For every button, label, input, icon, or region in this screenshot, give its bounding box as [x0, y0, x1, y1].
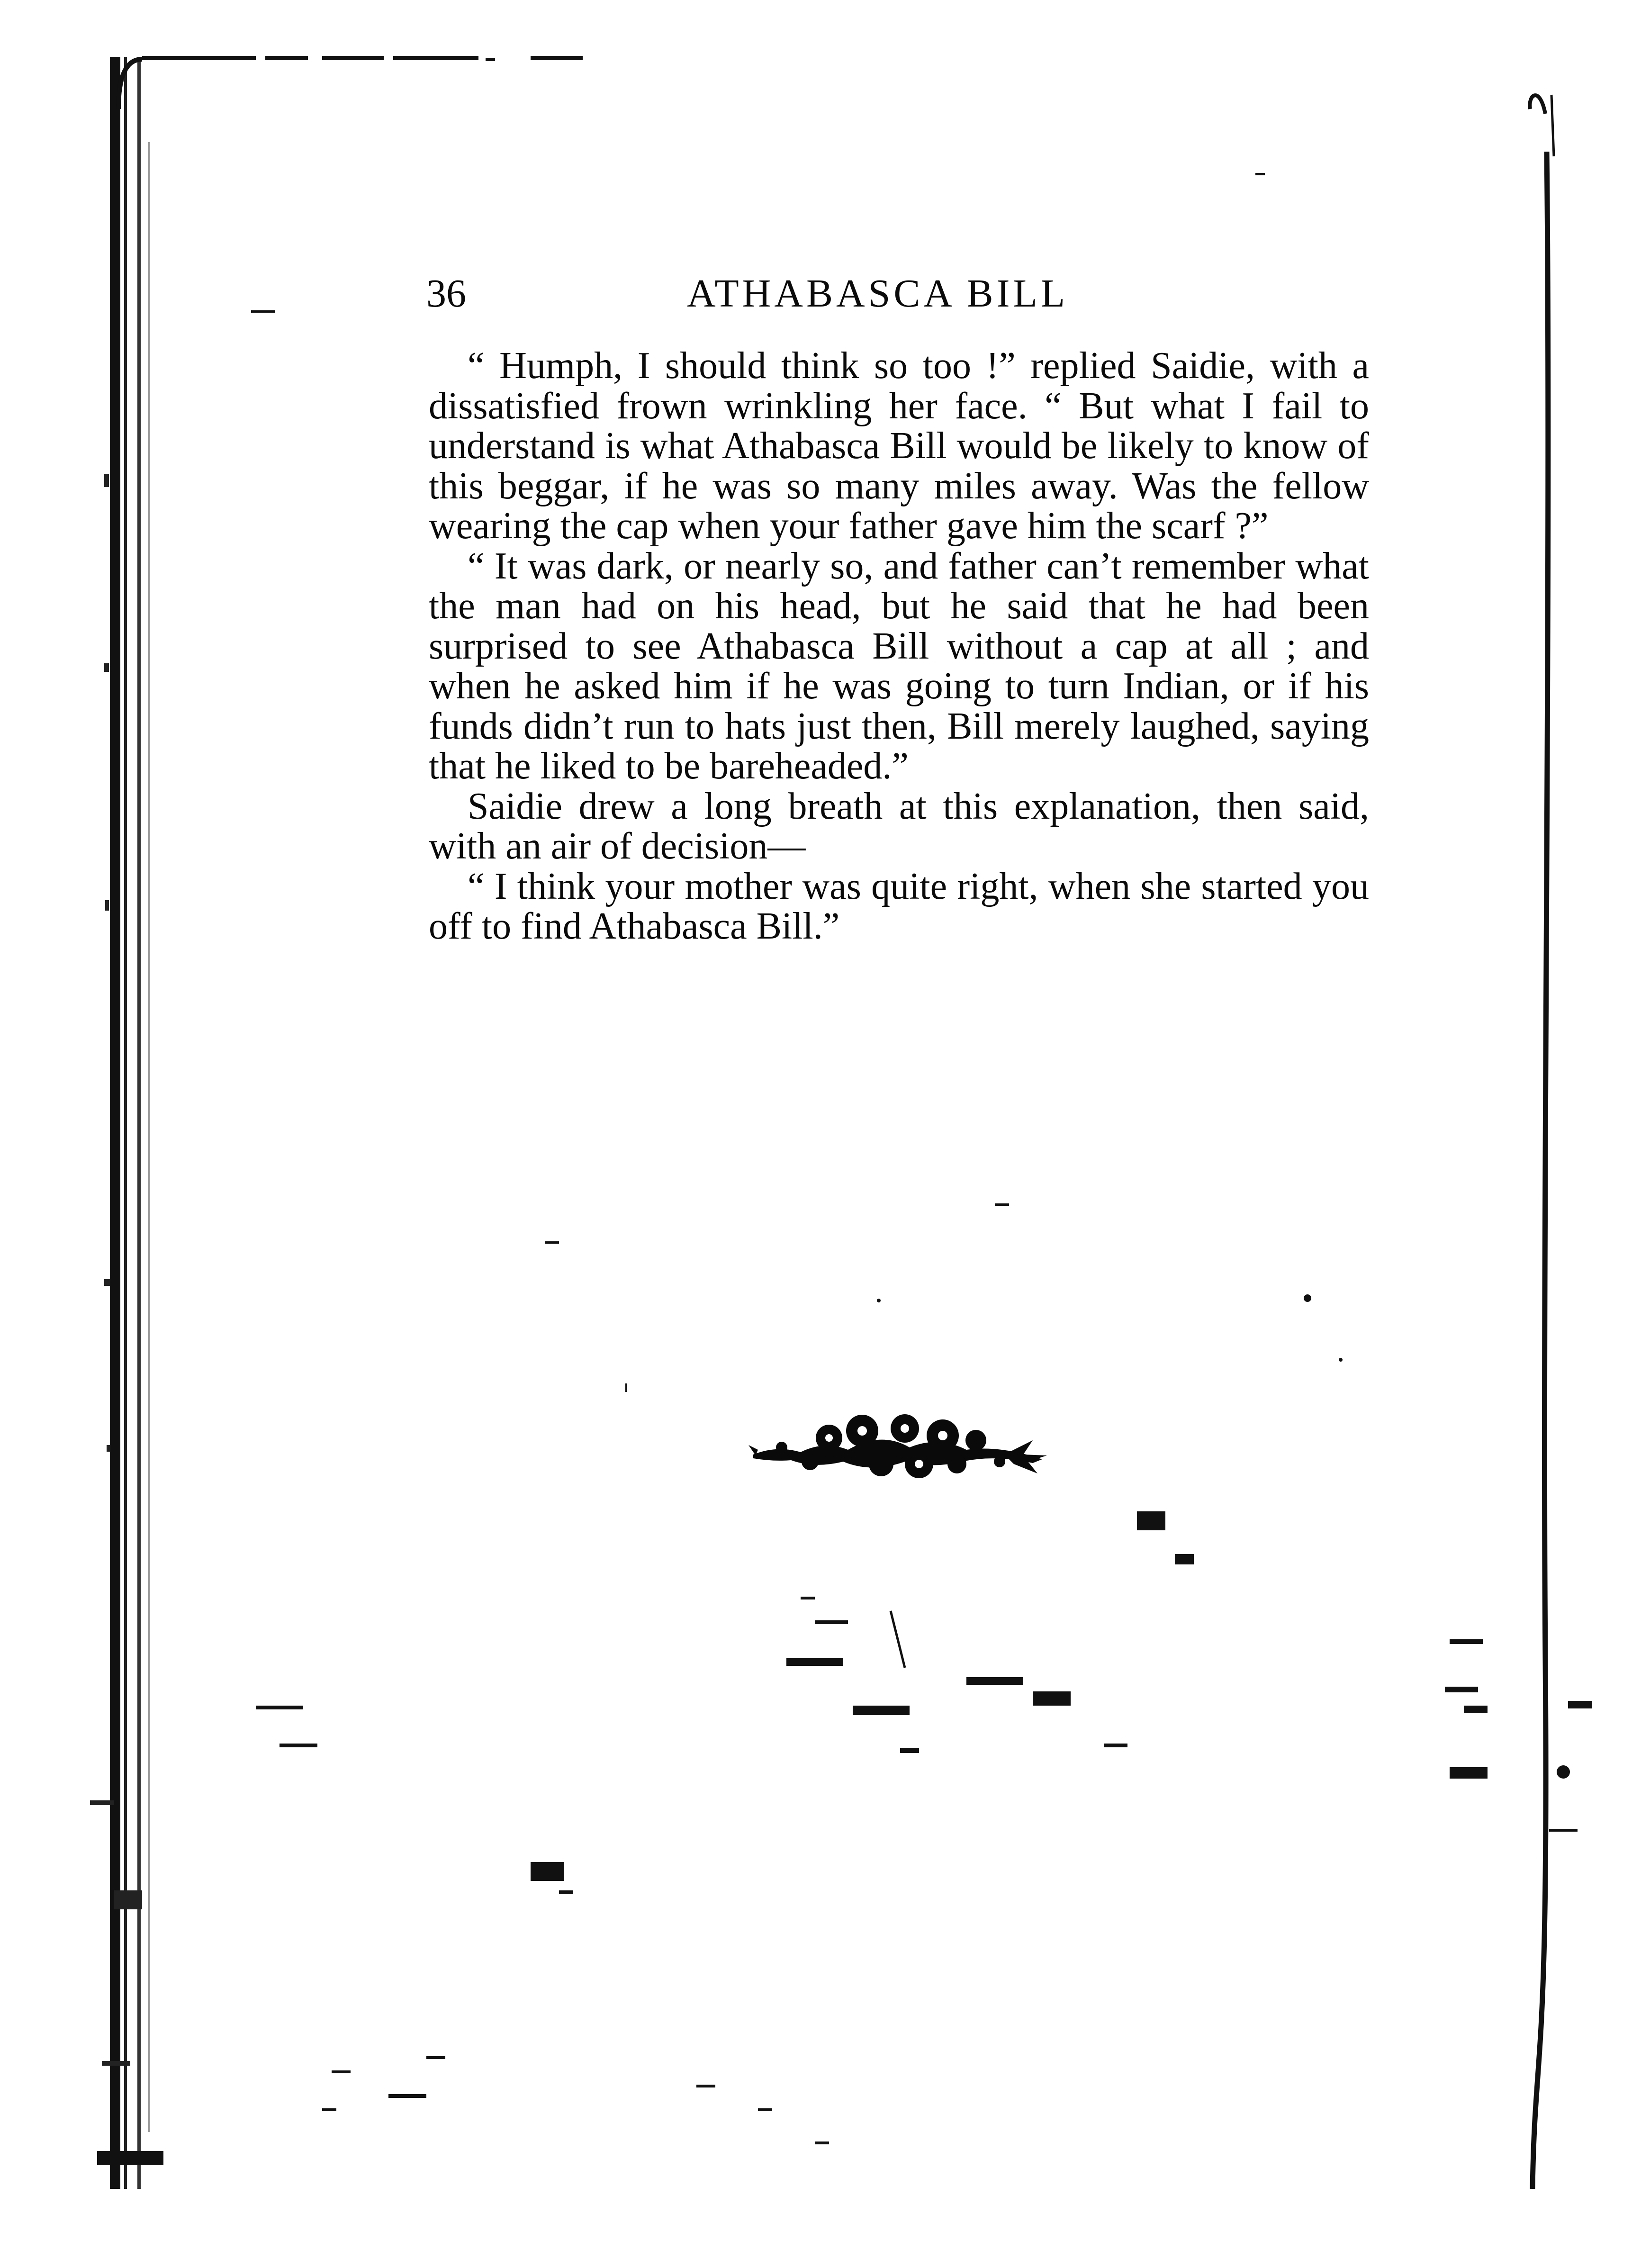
page-number: 36: [426, 271, 466, 316]
running-head: [426, 265, 1113, 322]
floral-tailpiece-icon: [748, 1402, 1052, 1497]
body-text: [429, 346, 1369, 947]
top-border: [142, 56, 583, 61]
paragraph: Saidie drew a long breath at this explanation, then said, with an air of decision—: [429, 785, 1369, 867]
running-title: ATHABASCA BILL: [687, 271, 1069, 316]
paragraph: “ I think your mother was quite right, when she started you off to find Athabasca Bill.”: [429, 865, 1369, 947]
right-border: [1530, 95, 1554, 2189]
paragraph: “ It was dark, or nearly so, and father can’t remember what the man had on his head, but he said that he had been surprised to see Athabasca Bill without a cap at all ; and when he asked him if he was going to turn Indian, or if his funds didn’t run to hats just then, Bill merely laughed, saying that he liked to be bareheaded.”: [429, 545, 1369, 787]
left-binding-edge: [110, 57, 120, 2189]
paragraph: “ Humph, I should think so too !” replied Saidie, with a dissatisfied frown wrinkling her face. “ But what I fail to understand is what Athabasca Bill would be likely to know of this beggar, if he was so many miles away. Was the fellow wearing the cap when your father gave him the scarf ?”: [429, 345, 1369, 547]
